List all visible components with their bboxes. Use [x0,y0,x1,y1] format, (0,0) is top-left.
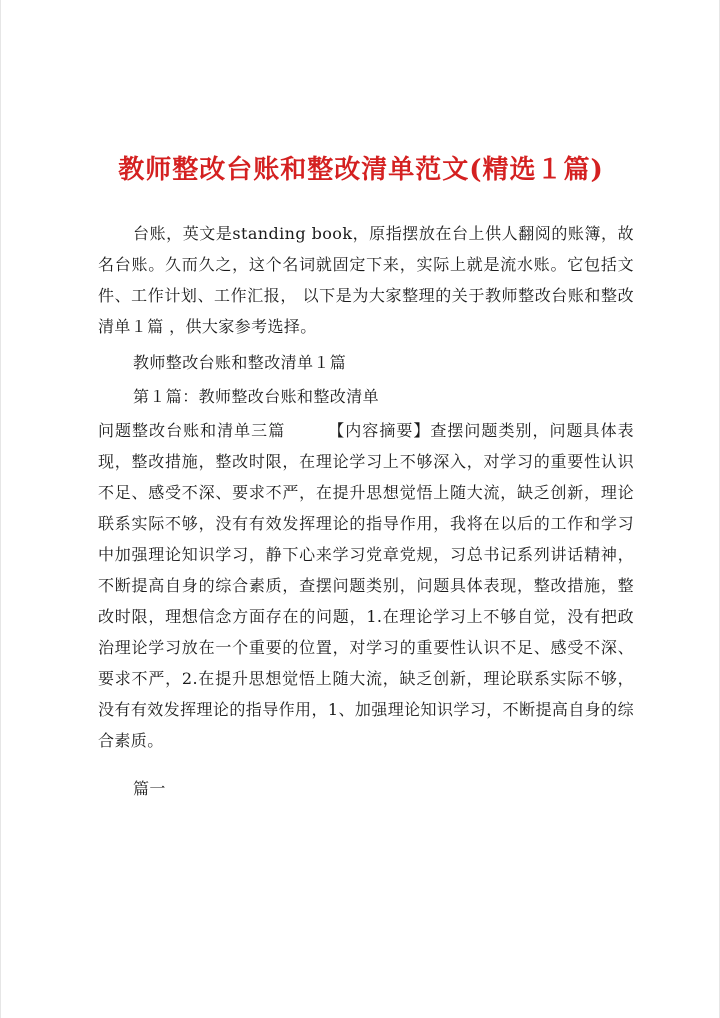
document-body [98,218,634,804]
body-paragraph: 问题整改台账和清单三篇 【内容摘要】查摆问题类别，问题具体表现，整改措施，整改时限，在理论学习上不够深入，对学习的重要性认识不足、感受不深、要求不严，在提升思想觉悟上随大流，缺乏创新，理论联系实际不够，没有有效发挥理论的指导作用，我将在以后的工作和学习中加强理论知识学习，静下心来学习党章党规，习总书记系列讲话精神，不断提高自身的综合素质，查摆问题类别，问题具体表现，整改措施，整改时限，理想信念方面存在的问题，1.在理论学习上不够自觉，没有把政治理论学习放在一个重要的位置，对学习的重要性认识不足、感受不深、要求不严，2.在提升思想觉悟上随大流，缺乏创新，理论联系实际不够，没有有效发挥理论的指导作用，1、加强理论知识学习，不断提高自身的综合素质。 [98,421,634,750]
summary-heading: 教师整改台账和整改清单１篇 [133,353,347,372]
intro-paragraph: 台账，英文是standing book，原指摆放在台上供人翻阅的账簿，故名台账。久而久之，这个名词就固定下来，实际上就是流水账。它包括文件、工作计划、工作汇报， 以下是为大家整理的关于教师整改台账和整改清单１篇 ，供大家参考选择。 [98,224,634,336]
section-heading: 第１篇：教师整改台账和整改清单 [133,387,380,406]
document-title: 教师整改台账和整改清单范文(精选１篇) [118,155,604,185]
part-label: 篇一 [133,779,166,798]
